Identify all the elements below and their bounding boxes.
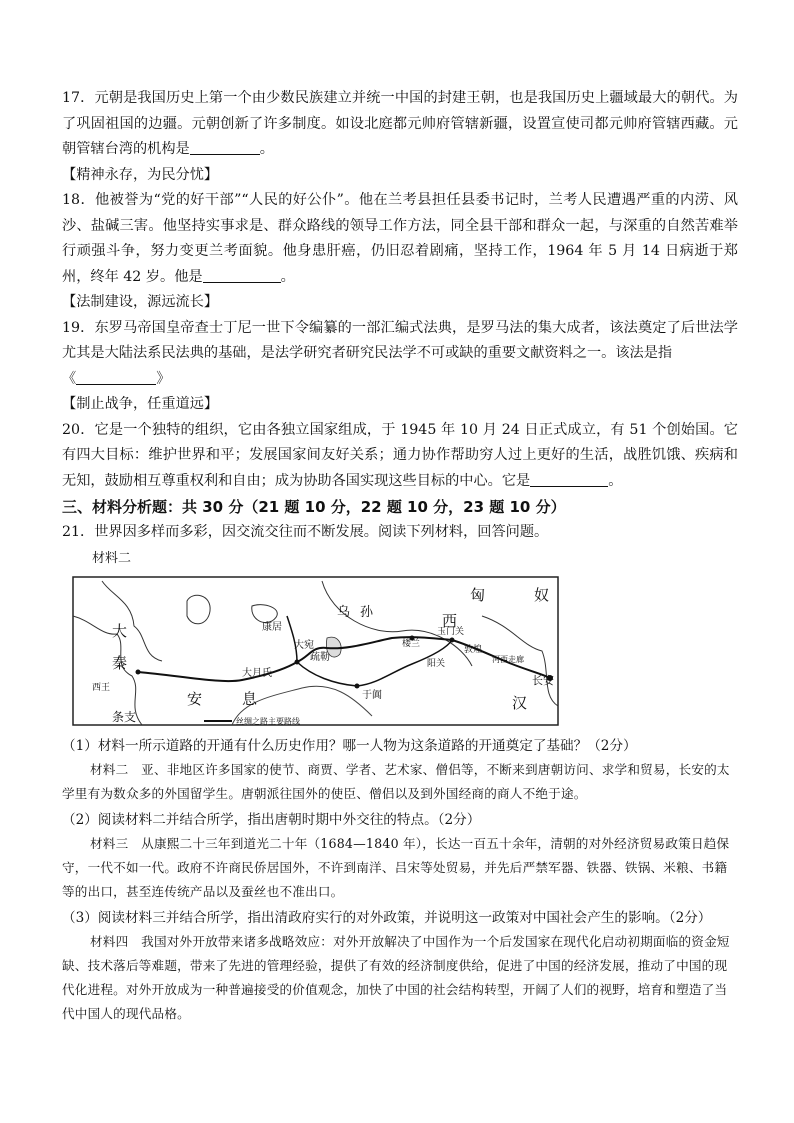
- map-legend-text: 丝绸之路主要路线: [236, 716, 300, 726]
- map-label-shule: 疏勒: [310, 651, 330, 663]
- exam-page: [62, 86, 738, 1026]
- map-frame: [73, 577, 558, 725]
- map-label-hexi: 河西走廊: [492, 654, 524, 664]
- city-dot-yutian: [355, 683, 360, 688]
- silk-road-map-svg: [72, 576, 592, 732]
- map-label-west: 西王: [92, 682, 111, 693]
- question-21-2: （2）阅读材料二并结合所学，指出唐朝时期中外交往的特点。（2分）: [62, 811, 481, 828]
- answer-blank[interactable]: [530, 472, 608, 487]
- map-label-yutian: 于阗: [362, 689, 382, 701]
- answer-blank[interactable]: [190, 140, 260, 155]
- book-title-close: 》: [156, 370, 171, 387]
- silk-road-map: [72, 576, 592, 732]
- question-19-text: 19．东罗马帝国皇帝查士丁尼一世下令编纂的一部汇编式法典，是罗马法的集大成者，该法奠定了后世法学尤其是大陆法系民法典的基础，是法学研究者研究民法学不可或缺的重要文献资料之一。该法是指: [62, 319, 738, 361]
- material-label: 材料二: [92, 550, 132, 566]
- map-label-han: 汉: [512, 693, 528, 712]
- map-label-anxi-b: 息: [242, 689, 258, 708]
- question-20-end: 。: [608, 472, 623, 489]
- map-label-xi: 西: [442, 611, 458, 630]
- map-label-yangguan: 阳关: [427, 658, 446, 669]
- section-heading-spirit: 【精神永存，为民分忧】: [62, 166, 219, 183]
- map-label-xiongnu-a: 匈: [470, 585, 486, 604]
- map-label-yumenguan: 玉门关: [437, 626, 465, 637]
- answer-blank[interactable]: [76, 370, 156, 385]
- question-21-3: （3）阅读材料三并结合所学，指出清政府实行的对外政策，并说明这一政策对中国社会产生的影响。（2分）: [62, 909, 712, 926]
- question-18-text: 18．他被誉为“党的好干部”“人民的好公仆”。他在兰考县担任县委书记时，兰考人民遭遇严重的内涝、风沙、盐碱三害。他坚持实事求是、群众路线的领导工作方法，同全县干部和群众一起，与深重的自然苦难举行顽强斗争，努力变更兰考面貌。他身患肝癌，仍旧忍着剧痛，坚持工作，1964 年 5 月 14 日病逝于郑州，终年 42 岁。他是: [62, 192, 738, 285]
- map-label-dunhuang: 敦煌: [464, 644, 483, 655]
- map-label-tiaozhi: 条支: [112, 709, 137, 724]
- question-18-end: 。: [280, 268, 295, 285]
- city-dot-dunhuang: [450, 637, 455, 642]
- question-17: [62, 86, 738, 163]
- map-label-dayuezhi: 大月氏: [242, 667, 272, 679]
- question-18: [62, 188, 738, 290]
- question-17-text: 17．元朝是我国历史上第一个由少数民族建立并统一中国的封建王朝，也是我国历史上疆域最大的朝代。为了巩固祖国的边疆。元朝创新了许多制度。如设北庭都元帅府管辖新疆，设置宣使司都元帅府管辖西藏。元朝管辖台湾的机构是: [62, 90, 738, 157]
- book-title-open: 《: [62, 370, 77, 387]
- map-label-qin: 秦: [112, 653, 128, 672]
- question-20-text: 20．它是一个独特的组织，它由各独立国家组成，于 1945 年 10 月 24 日正式成立，有 51 个创始国。它有四大目标：维护世界和平；发展国家间友好关系；通力协作帮助穷人过上更好的生活，战胜饥饿、疾病和无知，鼓励相互尊重权利和自由；成为协助各国实现这些目标的中心。它是: [62, 421, 738, 489]
- material-4: 材料四 我国对外开放带来诸多战略效应：对外开放解决了中国作为一个后发国家在现代化启动初期面临的资金短缺、技术落后等难题，带来了先进的管理经验，提供了有效的经济制度供给，促进了中国的经济发展，推动了中国的现代化进程。对外开放成为一种普遍接受的价值观念，加快了中国的社会结构转型，开阔了人们的视野，培育和塑造了当代中国人的现代品格。: [62, 933, 730, 1021]
- map-label-kangju: 康居: [262, 621, 282, 633]
- question-19: [62, 316, 738, 393]
- city-dot-shule: [295, 659, 300, 664]
- material-3: 材料三 从康熙二十三年到道光二十年（1684—1840 年），长达一百五十余年，清朝的对外经济贸易政策日趋保守，一代不如一代。政府不许商民侨居国外，不许到南洋、吕宋等处贸易，并先后严禁军器、铁器、铁锅、米粮、书籍等的出口，甚至连传统产品以及蚕丝也不准出口。: [62, 835, 730, 899]
- answer-blank[interactable]: [203, 268, 281, 283]
- map-label-wusun: 乌: [337, 604, 351, 620]
- question-20: [62, 418, 738, 495]
- map-label-loulan: 楼兰: [402, 638, 421, 649]
- city-dot-west: [136, 669, 141, 674]
- section-heading-war: 【制止战争，任重道远】: [62, 396, 219, 412]
- map-label-changan: 长安: [532, 673, 554, 687]
- map-label-xiongnu-b: 奴: [534, 585, 550, 604]
- material-2: 材料二 亚、非地区许多国家的使节、商贾、学者、艺术家、僧侣等，不断来到唐朝访问、求学和贸易，长安的太学里有为数众多的外国留学生。唐朝派往国外的使臣、僧侣以及到外国经商的商人不绝于途。: [62, 761, 730, 801]
- question-21-intro: 21．世界因多样而多彩，因交流交往而不断发展。阅读下列材料，回答问题。: [62, 524, 549, 540]
- map-label-da: 大: [112, 621, 128, 640]
- question-21-1: （1）材料一所示道路的开通有什么历史作用？哪一人物为这条道路的开通奠定了基础？（2分）: [62, 737, 637, 754]
- question-17-end: 。: [259, 141, 274, 157]
- map-label-sun: 孙: [360, 604, 374, 620]
- map-label-anxi-a: 安: [187, 689, 203, 708]
- map-label-dawan: 大宛: [294, 639, 314, 651]
- section-three-heading: 三、材料分析题：共 30 分（21 题 10 分，22 题 10 分，23 题 10 分）: [62, 498, 566, 516]
- section-heading-law: 【法制建设，源远流长】: [62, 294, 219, 310]
